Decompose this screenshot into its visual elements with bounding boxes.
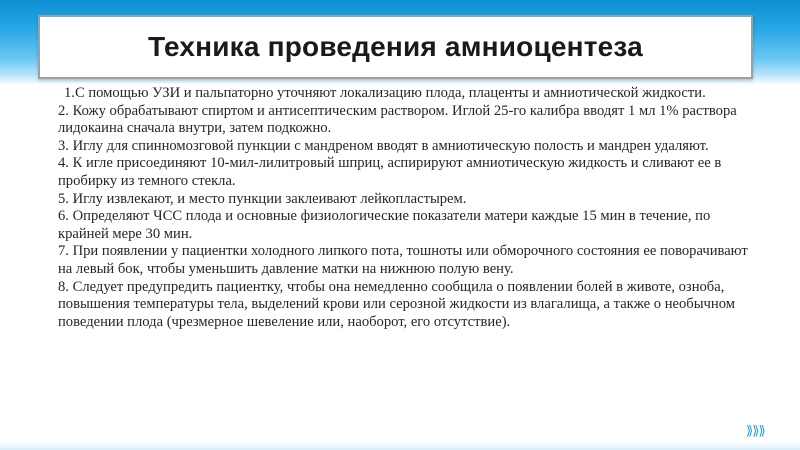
list-item: 1.С помощью УЗИ и пальпаторно уточняют локализацию плода, плаценты и амниотической жидкости. (64, 85, 706, 101)
list-item: 2. Кожу обрабатывают спиртом и антисептическим раствором. Иглой 25-го калибра вводят 1 мл 1% раствора лидокаина сначала внутри, затем подкожно. (58, 102, 737, 137)
list-item: 6. Определяют ЧСС плода и основные физиологические показатели матери каждые 15 мин в течение, по крайней мере 30 мин. (58, 208, 711, 242)
list-item: 3. Иглу для спинномозговой пункции с мандреном вводят в амниотическую полость и мандрен удаляют. (58, 137, 709, 154)
list-item: 5. Иглу извлекают, и место пункции заклеивают лейкопластырем. (58, 190, 467, 207)
footer-fade (0, 442, 800, 450)
list-item: 4. К игле присоединяют 10-мил-лилитровый шприц, аспирируют амниотическую жидкость и сливают ее в пробирку из темного стекла. (58, 155, 722, 189)
slide-title: Техника проведения амниоцентеза (148, 31, 643, 62)
list-item: 8. Следует предупредить пациентку, чтобы она немедленно сообщила о появлении болей в животе, озноба, повышения температуры тела, выделений крови или серозной жидкости из влагалища, а также о необычном поведении плода (чрезмерное шевеление или, наоборот, его отсутствие). (58, 278, 735, 330)
slide-body (58, 85, 758, 331)
title-box (38, 15, 753, 79)
chevron-arrows-icon: ⟫⟫⟫ (746, 424, 765, 439)
list-item: 7. При появлении у пациентки холодного липкого пота, тошноты или обморочного состояния ее поворачивают на левый бок, чтобы уменьшить давление матки на нижнюю полую вену. (58, 243, 748, 277)
